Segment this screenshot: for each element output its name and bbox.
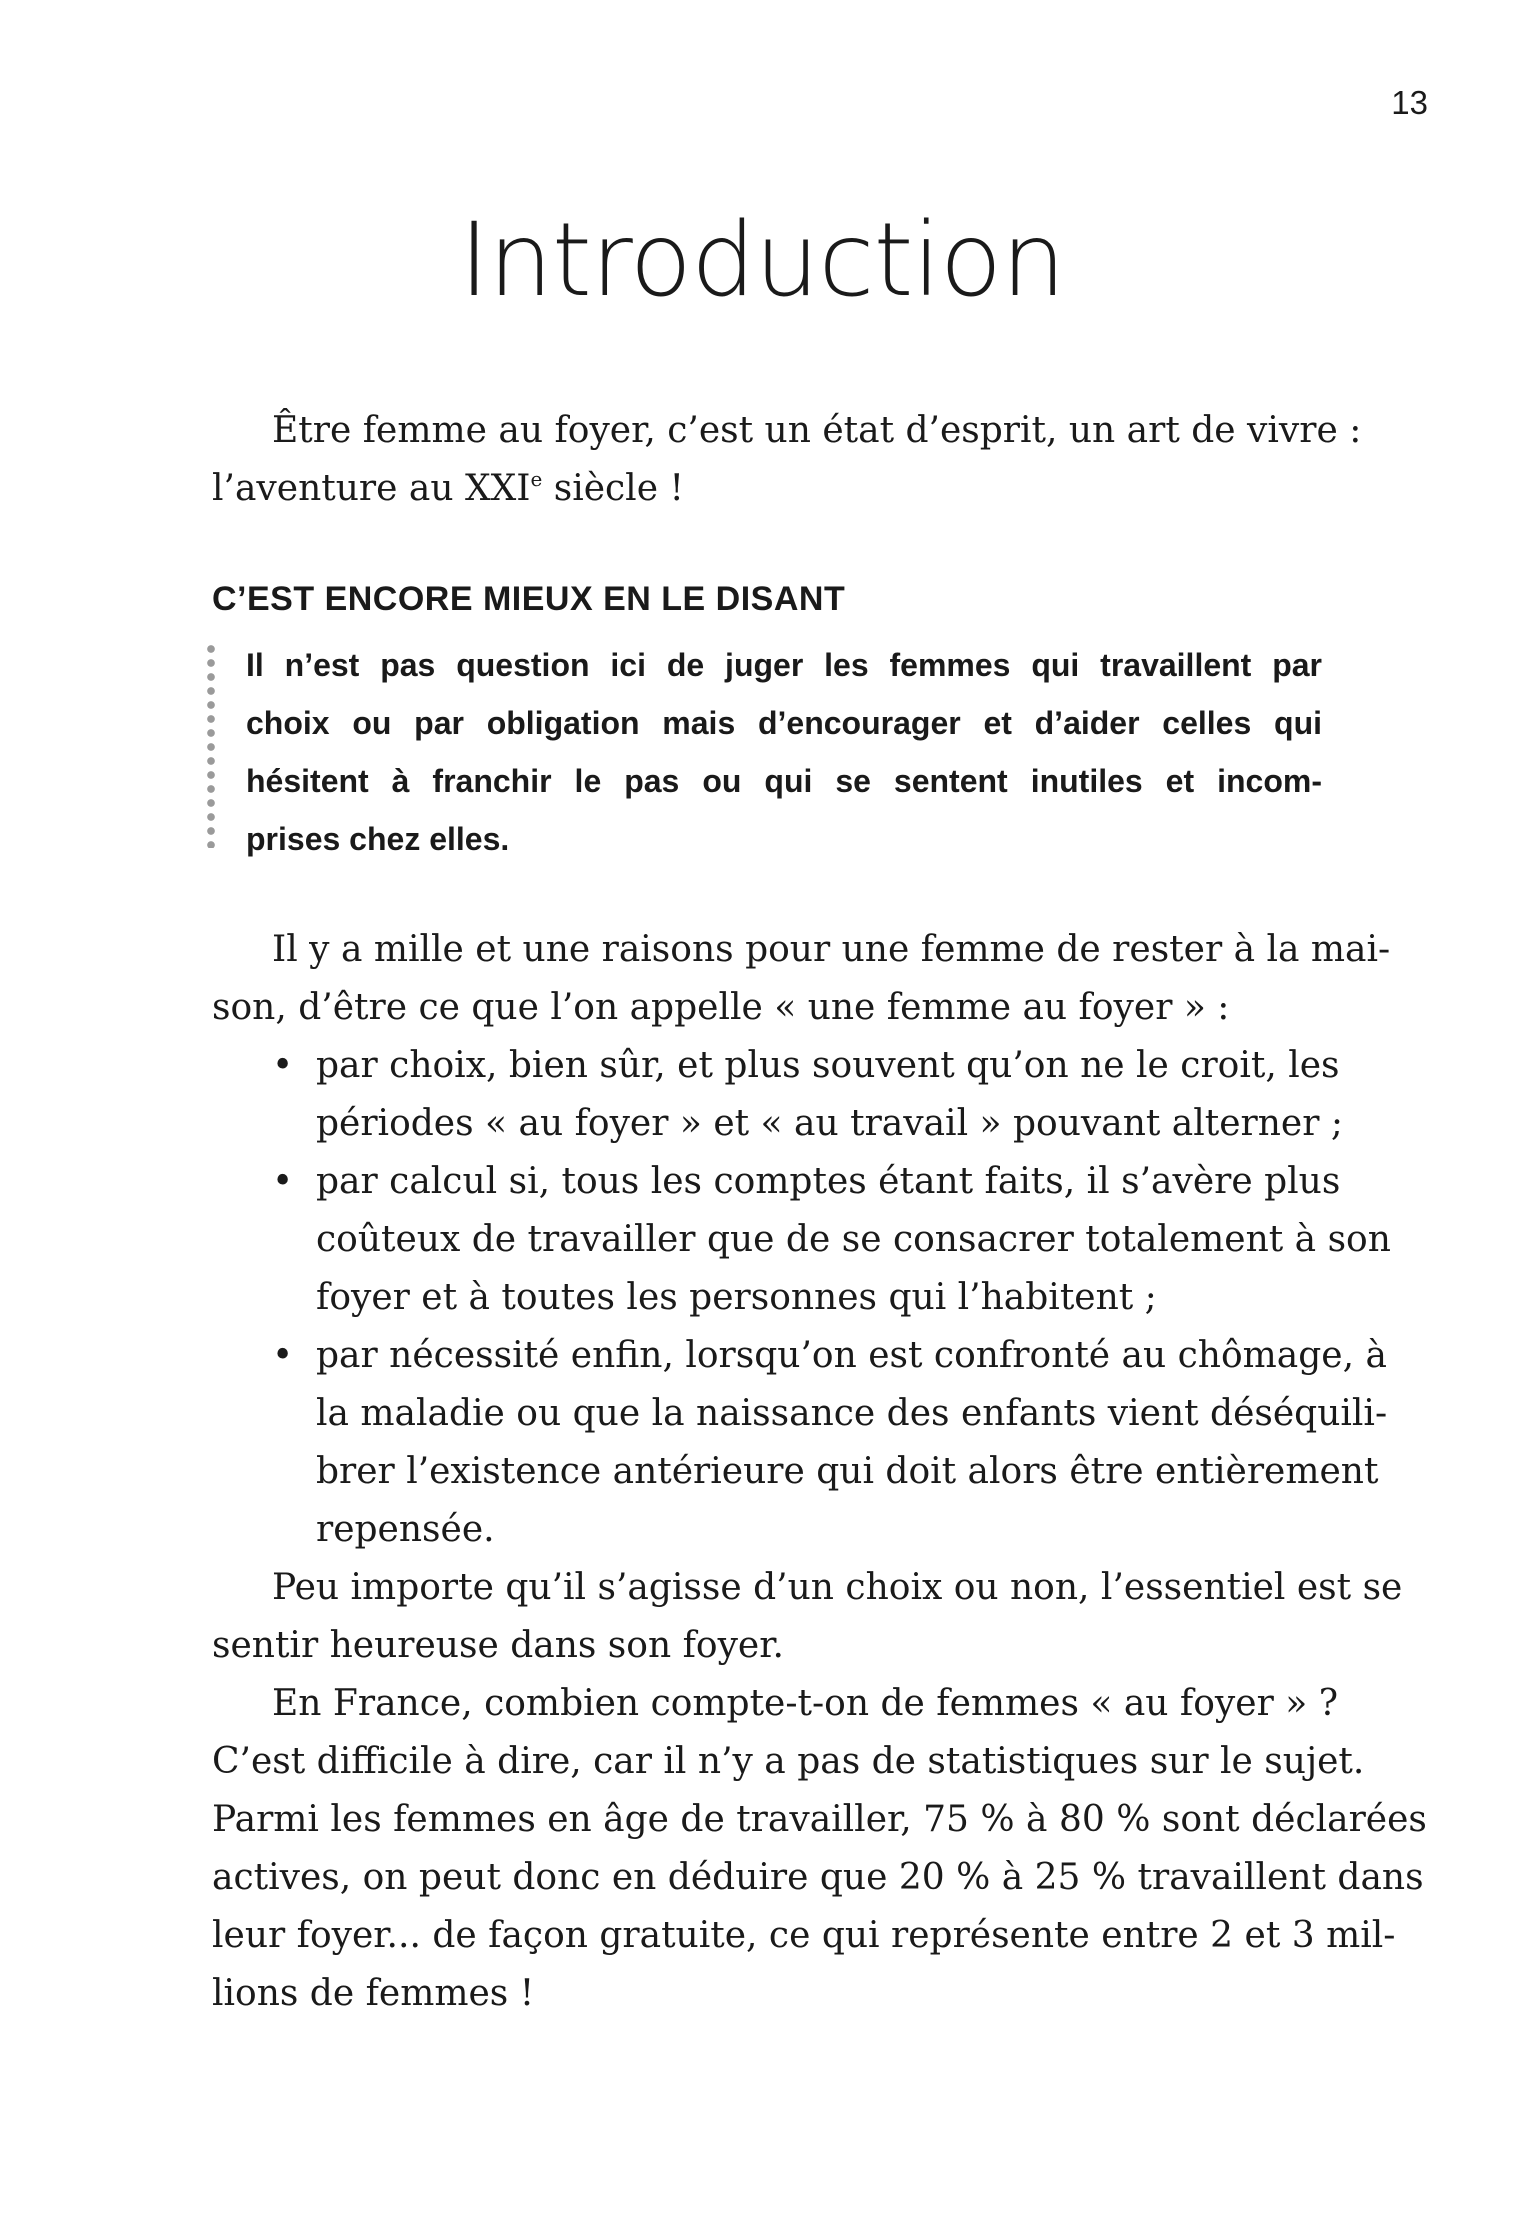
list-item-line: coûteux de travailler que de se consacrer totalement à son <box>316 1219 1391 1260</box>
statistics-line-4: actives, on peut donc en déduire que 20 % à 25 % travaillent dans <box>212 1857 1424 1898</box>
intro-paragraph <box>212 402 1362 518</box>
list-item-line: foyer et à toutes les personnes qui l’habitent ; <box>316 1277 1157 1318</box>
callout-line-4: prises chez elles. <box>246 821 510 857</box>
list-item-necessity <box>212 1327 1388 1559</box>
list-item-line: par calcul si, tous les comptes étant faits, il s’avère plus <box>316 1161 1341 1202</box>
callout-box <box>206 636 1326 856</box>
statistics-line-2: C’est difficile à dire, car il n’y a pas de statistiques sur le sujet. <box>212 1741 1365 1782</box>
page-number: 13 <box>1391 84 1428 121</box>
callout-line-3: hésitent à franchir le pas ou qui se sentent inutiles et incom- <box>246 763 1322 799</box>
essential-line-1: Peu importe qu’il s’agisse d’un choix ou non, l’essentiel est se <box>272 1567 1403 1608</box>
list-item-calculation <box>212 1153 1391 1327</box>
reasons-list <box>212 1037 1391 1559</box>
statistics-line-6: lions de femmes ! <box>212 1973 535 2014</box>
paragraph-reasons <box>212 921 1391 1037</box>
callout-heading: C’EST ENCORE MIEUX EN LE DISANT <box>212 580 846 618</box>
reasons-line-1: Il y a mille et une raisons pour une femme de rester à la mai- <box>272 929 1391 970</box>
list-item-line: périodes « au foyer » et « au travail » pouvant alterner ; <box>316 1103 1344 1144</box>
essential-line-2: sentir heureuse dans son foyer. <box>212 1625 784 1666</box>
callout-line-1: Il n’est pas question ici de juger les femmes qui travaillent par <box>246 647 1322 683</box>
bullet-icon: • <box>272 1161 294 1202</box>
paragraph-essential <box>212 1559 1403 1675</box>
intro-line-2 <box>212 460 1322 518</box>
bullet-icon: • <box>272 1335 294 1376</box>
reasons-line-2: son, d’être ce que l’on appelle « une femme au foyer » : <box>212 987 1230 1028</box>
callout-text <box>246 636 1322 868</box>
list-item-line: la maladie ou que la naissance des enfants vient déséquili- <box>316 1393 1388 1434</box>
bullet-icon: • <box>272 1045 294 1086</box>
statistics-line-3: Parmi les femmes en âge de travailler, 75 % à 80 % sont déclarées <box>212 1799 1427 1840</box>
statistics-line-1: En France, combien compte-t-on de femmes « au foyer » ? <box>272 1683 1338 1724</box>
intro-line-1: Être femme au foyer, c’est un état d’esprit, un art de vivre : <box>272 410 1362 451</box>
intro-line-2-end: siècle ! <box>542 468 684 509</box>
intro-superscript: e <box>530 467 543 491</box>
chapter-title: Introduction <box>459 201 1065 320</box>
list-item-line: par nécessité enfin, lorsqu’on est confronté au chômage, à <box>316 1335 1387 1376</box>
list-item-line: par choix, bien sûr, et plus souvent qu’on ne le croit, les <box>316 1045 1340 1086</box>
list-item-choice <box>212 1037 1344 1153</box>
list-item-line: brer l’existence antérieure qui doit alors être entièrement <box>316 1451 1379 1492</box>
callout-line-2: choix ou par obligation mais d’encourager et d’aider celles qui <box>246 705 1322 741</box>
intro-line-2-text: l’aventure au XXI <box>212 468 531 509</box>
paragraph-statistics <box>212 1675 1427 2023</box>
dotted-rule <box>206 642 216 848</box>
list-item-line: repensée. <box>316 1509 495 1550</box>
statistics-line-5: leur foyer... de façon gratuite, ce qui représente entre 2 et 3 mil- <box>212 1915 1396 1956</box>
